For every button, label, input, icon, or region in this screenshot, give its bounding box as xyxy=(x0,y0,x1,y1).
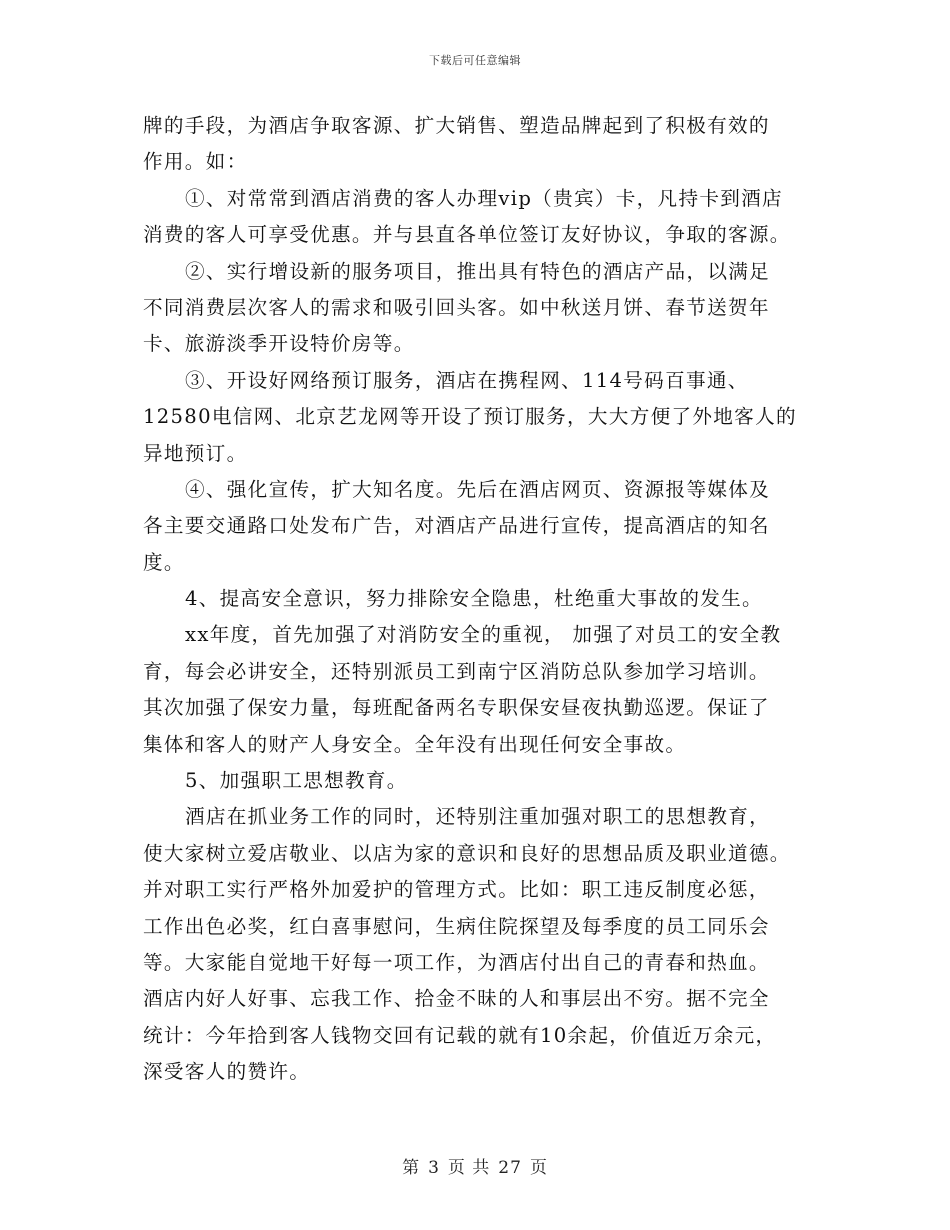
footer-middle: 页 共 xyxy=(447,1158,491,1178)
text-line: ④、强化宣传，扩大知名度。先后在酒店网页、资源报等媒体及 xyxy=(185,477,771,501)
page-header: 下载后可任意编辑 xyxy=(429,54,521,67)
footer-suffix: 页 xyxy=(529,1158,548,1178)
page-footer xyxy=(0,1153,950,1178)
footer-prefix: 第 xyxy=(402,1158,421,1178)
text-line: ③、开设好网络预订服务，酒店在携程网、114号码百事通、 xyxy=(185,368,749,392)
text-line: 作用。如： xyxy=(143,150,248,174)
text-line: 度。 xyxy=(143,550,185,574)
text-line: 等。大家能自觉地干好每一项工作，为酒店付出自己的青春和热血。 xyxy=(143,950,770,974)
footer-page-number: 3 xyxy=(428,1158,440,1178)
section-heading: 4、提高安全意识，努力排除安全隐患，杜绝重大事故的发生。 xyxy=(185,587,763,611)
text-line: 深受客人的赞许。 xyxy=(143,1060,311,1084)
text-line: 消费的客人可享受优惠。并与县直各单位签订友好协议，争取的客源。 xyxy=(143,223,791,247)
text-line: 统计：今年拾到客人钱物交回有记载的就有10余起，价值近万余元， xyxy=(143,1023,777,1047)
text-line: xx年度，首先加强了对消防安全的重视， 加强了对员工的安全教 xyxy=(185,623,782,647)
text-line: 育，每会必讲安全，还特别派员工到南宁区消防总队参加学习培训。 xyxy=(143,659,770,683)
footer-total-pages: 27 xyxy=(498,1158,522,1178)
text-line: 酒店内好人好事、忘我工作、拾金不昧的人和事层出不穷。据不完全 xyxy=(143,987,770,1011)
text-line: ①、对常常到酒店消费的客人办理vip（贵宾）卡，凡持卡到酒店 xyxy=(185,186,783,210)
text-line: 异地预订。 xyxy=(143,441,248,465)
text-line: 集体和客人的财产人身安全。全年没有出现任何安全事故。 xyxy=(143,732,687,756)
body-text xyxy=(143,108,813,1091)
text-line: 各主要交通路口处发布广告，对酒店产品进行宣传，提高酒店的知名 xyxy=(143,514,770,538)
text-line: 不同消费层次客人的需求和吸引回头客。如中秋送月饼、春节送贺年 xyxy=(143,295,770,319)
text-line: 其次加强了保安力量，每班配备两名专职保安昼夜执勤巡逻。保证了 xyxy=(143,696,770,720)
section-heading: 5、加强职工思想教育。 xyxy=(185,769,408,793)
text-line: ②、实行增设新的服务项目，推出具有特色的酒店产品，以满足 xyxy=(185,259,771,283)
text-line: 并对职工实行严格外加爱护的管理方式。比如：职工违反制度必惩， xyxy=(143,878,770,902)
text-line: 酒店在抓业务工作的同时，还特别注重加强对职工的思想教育， xyxy=(185,805,771,829)
text-line: 工作出色必奖，红白喜事慰问，生病住院探望及每季度的员工同乐会 xyxy=(143,914,770,938)
text-line: 使大家树立爱店敬业、以店为家的意识和良好的思想品质及职业道德。 xyxy=(143,841,791,865)
text-line: 牌的手段，为酒店争取客源、扩大销售、塑造品牌起到了积极有效的 xyxy=(143,114,770,137)
text-line: 12580电信网、北京艺龙网等开设了预订服务，大大方便了外地客人的 xyxy=(143,405,797,429)
text-line: 卡、旅游淡季开设特价房等。 xyxy=(143,332,415,356)
